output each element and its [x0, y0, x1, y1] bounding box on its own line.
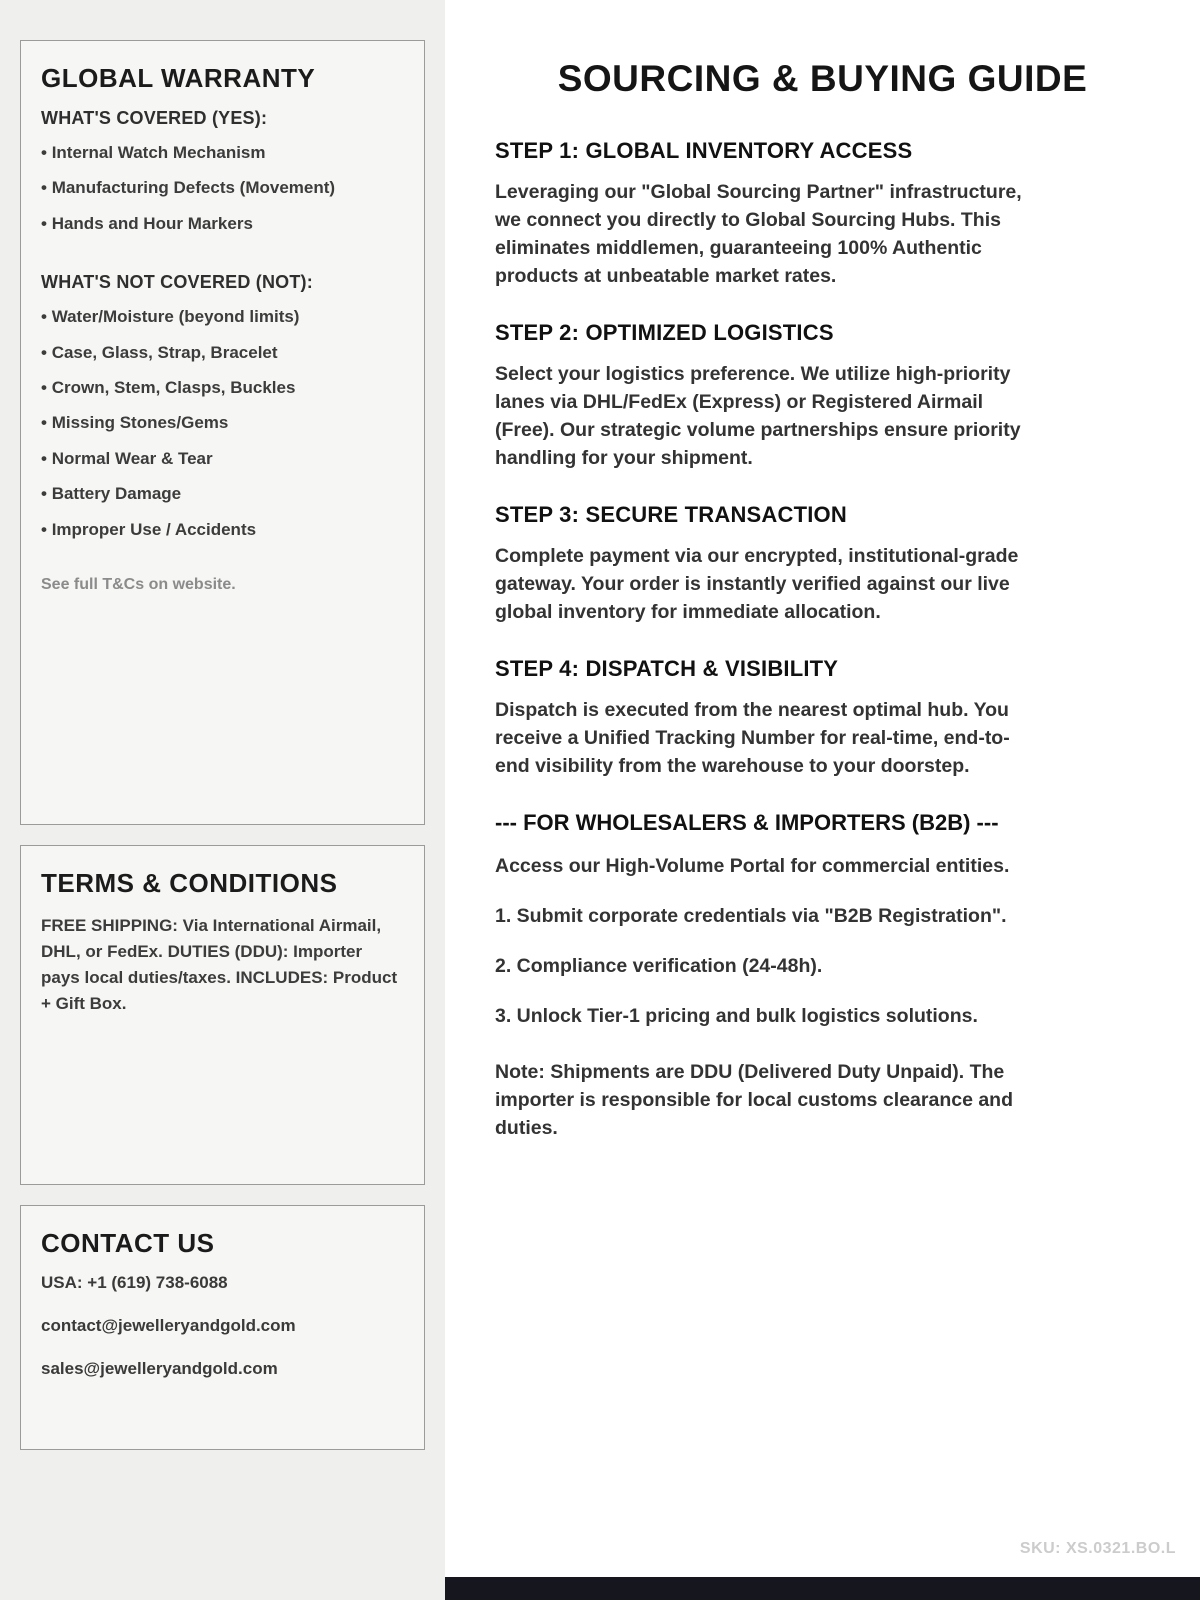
b2b-note: Note: Shipments are DDU (Delivered Duty Unpaid). The importer is responsible for local customs clearance and duties.: [495, 1061, 1014, 1139]
step-heading: STEP 4: DISPATCH & VISIBILITY: [495, 656, 839, 681]
list-item: • Battery Damage: [41, 484, 404, 504]
contact-email-sales: sales@jewelleryandgold.com: [41, 1359, 278, 1378]
step-body: Dispatch is executed from the nearest optimal hub. You receive a Unified Tracking Number for real-time, end-to-end visibility from the warehouse to your doorstep.: [495, 699, 1010, 777]
contact-email-primary: contact@jewelleryandgold.com: [41, 1316, 296, 1335]
contact-panel: [20, 1205, 425, 1450]
list-item: • Hands and Hour Markers: [41, 214, 404, 234]
step-heading: STEP 1: GLOBAL INVENTORY ACCESS: [495, 138, 913, 163]
main-content: [445, 0, 1200, 1600]
step-body: Leveraging our "Global Sourcing Partner" infrastructure, we connect you directly to Global Sourcing Hubs. This eliminates middlemen, guaranteeing 100% Authentic products at unbeatable market rates.: [495, 181, 1022, 287]
list-item: • Manufacturing Defects (Movement): [41, 178, 404, 198]
step-section-4: [495, 656, 1150, 780]
terms-title: TERMS & CONDITIONS: [41, 868, 338, 898]
step-heading: STEP 2: OPTIMIZED LOGISTICS: [495, 320, 834, 345]
warranty-title: GLOBAL WARRANTY: [41, 63, 316, 93]
covered-list: [41, 143, 404, 234]
step-section-1: [495, 138, 1150, 290]
step-body: Select your logistics preference. We utilize high-priority lanes via DHL/FedEx (Express) or Registered Airmail (Free). Our strategic volume partnerships ensure priority handling for your shipment.: [495, 363, 1021, 469]
warranty-panel: [20, 40, 425, 825]
list-item: • Case, Glass, Strap, Bracelet: [41, 343, 404, 363]
contact-phone: USA: +1 (619) 738-6088: [41, 1273, 228, 1292]
list-item: • Normal Wear & Tear: [41, 449, 404, 469]
bottom-bar: [445, 1577, 1200, 1600]
list-item: • Improper Use / Accidents: [41, 520, 404, 540]
b2b-item: 1. Submit corporate credentials via "B2B Registration".: [495, 905, 1007, 927]
terms-panel: [20, 845, 425, 1185]
page-title: SOURCING & BUYING GUIDE: [557, 58, 1088, 99]
list-item: • Internal Watch Mechanism: [41, 143, 404, 163]
b2b-item: 3. Unlock Tier-1 pricing and bulk logistics solutions.: [495, 1005, 978, 1027]
step-section-2: [495, 320, 1150, 472]
list-item: • Crown, Stem, Clasps, Buckles: [41, 378, 404, 398]
step-body: Complete payment via our encrypted, institutional-grade gateway. Your order is instantly verified against our live global inventory for immediate allocation.: [495, 545, 1019, 623]
terms-body: FREE SHIPPING: Via International Airmail, DHL, or FedEx. DUTIES (DDU): Importer pays local duties/taxes. INCLUDES: Product + Gift Box.: [41, 916, 398, 1013]
step-section-3: [495, 502, 1150, 626]
covered-heading: WHAT'S COVERED (YES):: [41, 108, 268, 128]
b2b-intro: Access our High-Volume Portal for commercial entities.: [495, 855, 1010, 877]
b2b-section: [495, 810, 1150, 1142]
list-item: • Water/Moisture (beyond limits): [41, 307, 404, 327]
sku-label: SKU: XS.0321.BO.L: [1019, 1540, 1176, 1557]
not-covered-heading: WHAT'S NOT COVERED (NOT):: [41, 272, 313, 293]
step-heading: STEP 3: SECURE TRANSACTION: [495, 502, 847, 527]
warranty-footnote: See full T&Cs on website.: [41, 575, 236, 593]
b2b-item: 2. Compliance verification (24-48h).: [495, 955, 823, 977]
contact-title: CONTACT US: [41, 1228, 215, 1258]
sidebar: [0, 0, 445, 1600]
not-covered-list: [41, 307, 404, 540]
list-item: • Missing Stones/Gems: [41, 413, 404, 433]
b2b-heading: --- FOR WHOLESALERS & IMPORTERS (B2B) ---: [495, 810, 999, 835]
